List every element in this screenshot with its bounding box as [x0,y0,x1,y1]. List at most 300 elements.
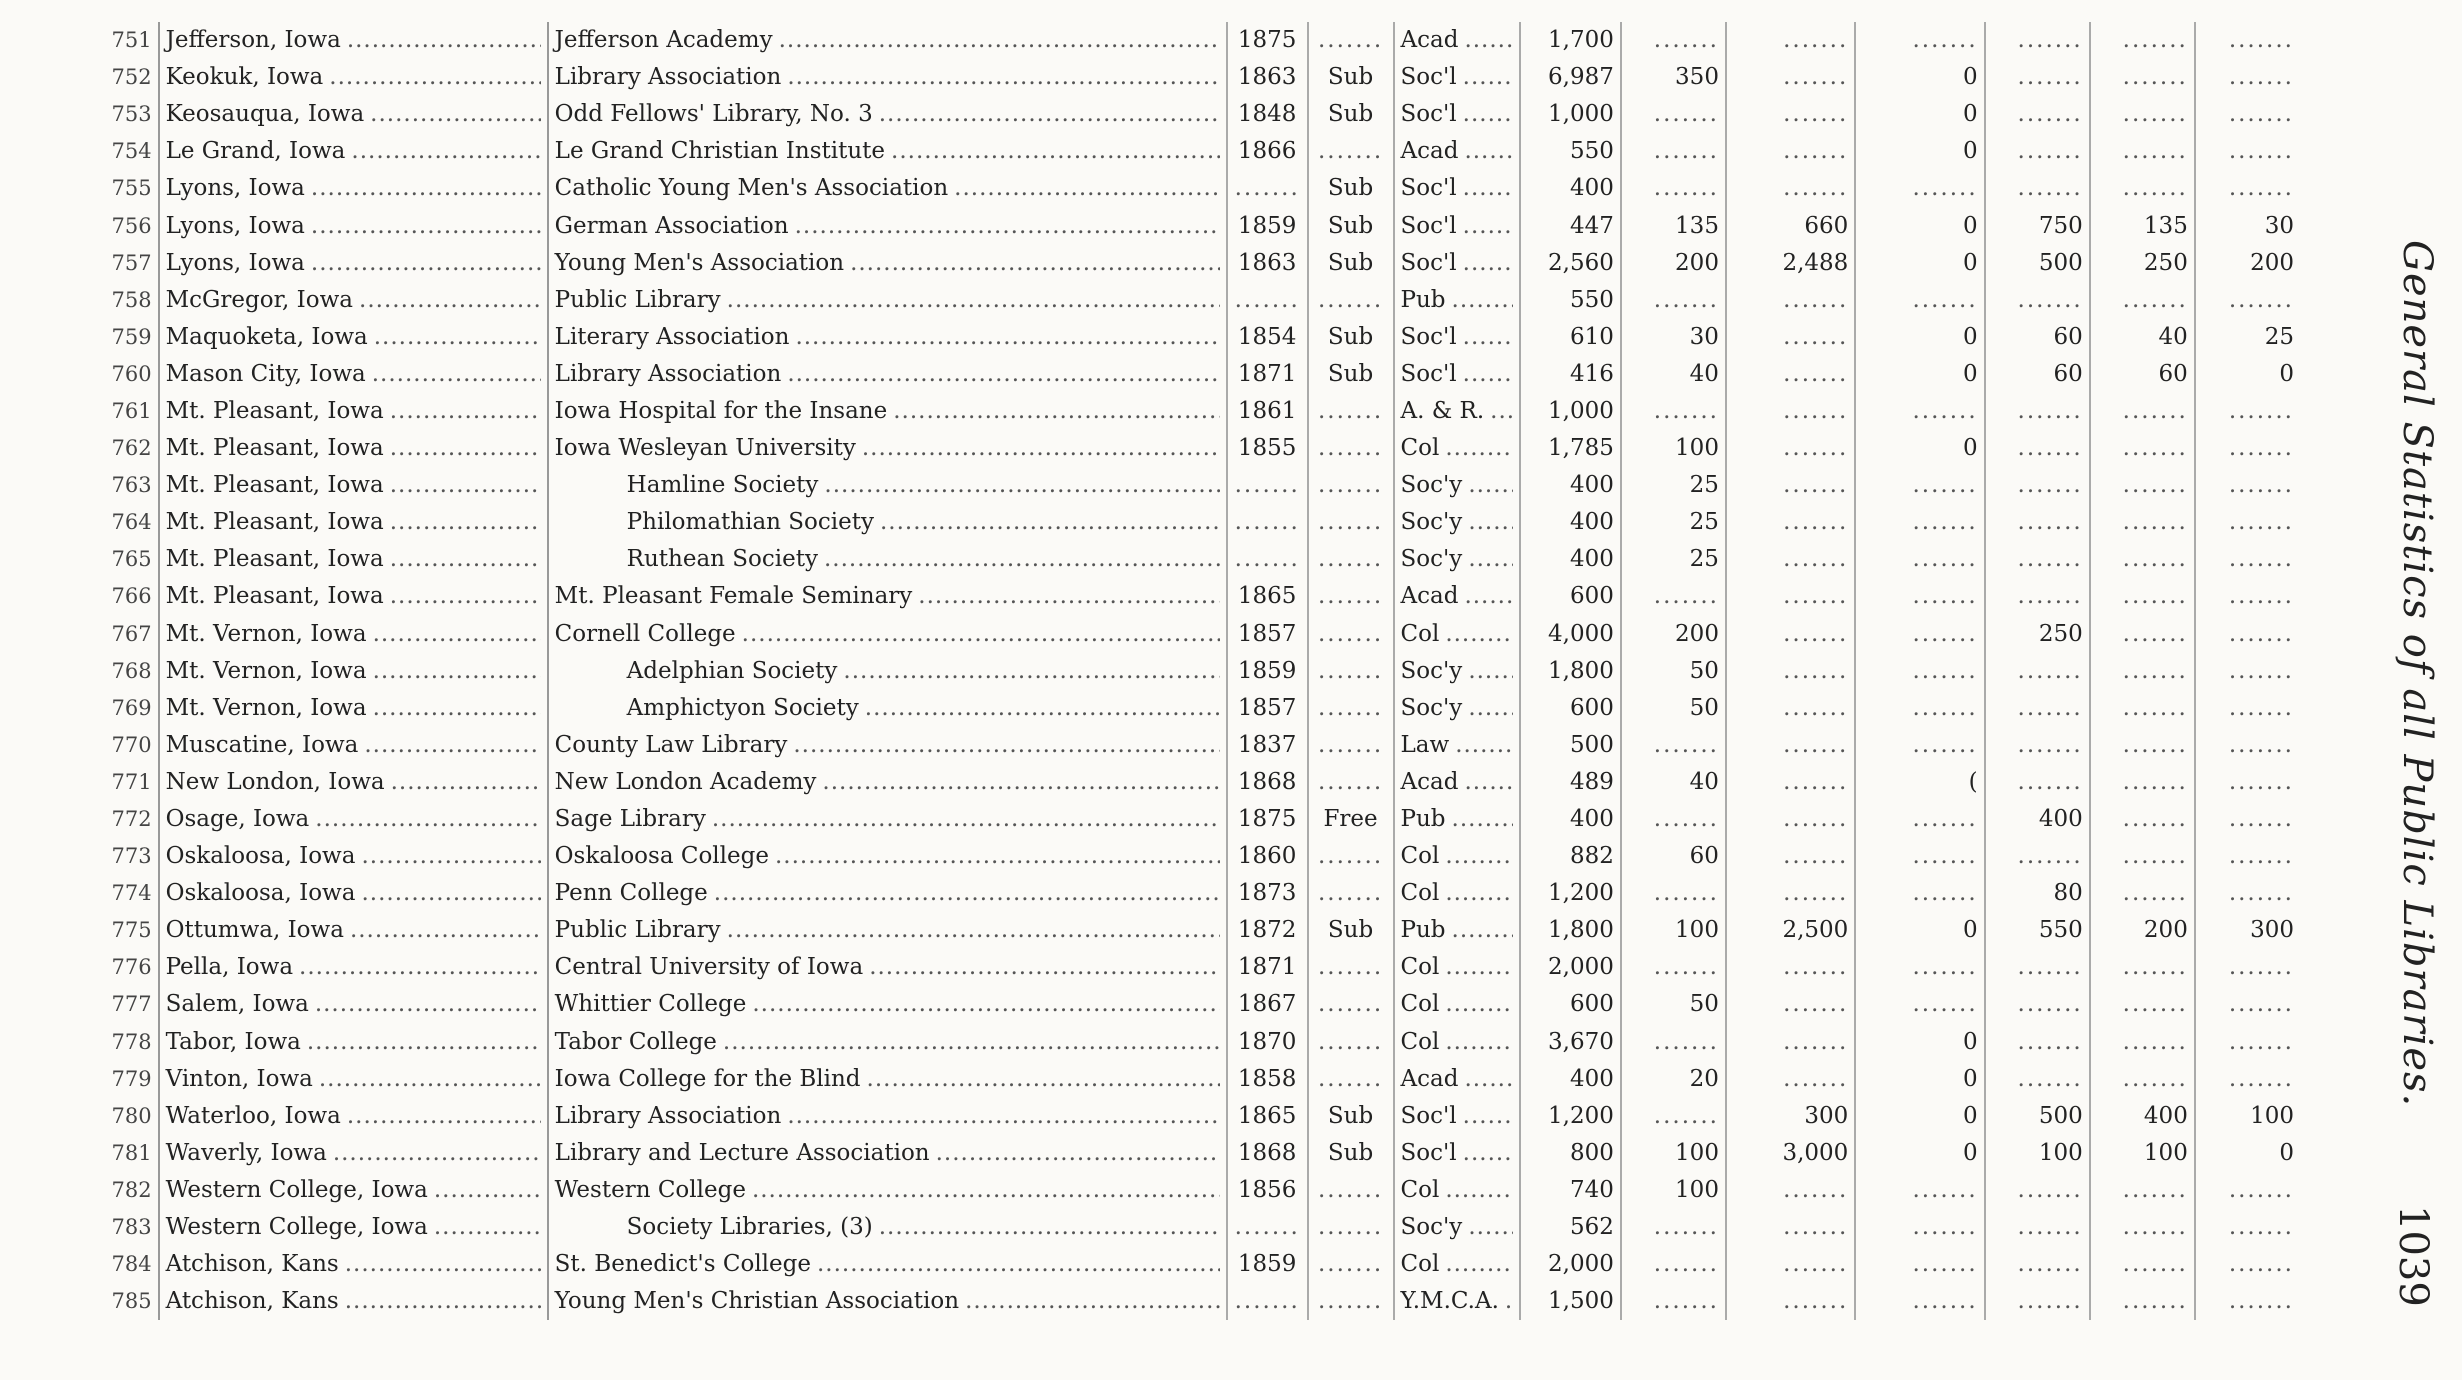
empty-cell-dashes: ....... [1317,1251,1384,1278]
library-name-cell [548,1246,1227,1283]
empty-cell-dashes: ....... [2122,546,2188,573]
value-col-1: 60 [1621,838,1726,875]
value-col-6: 0 [2195,1135,2300,1172]
value-col-1: 350 [1621,59,1726,96]
volumes: 550 [1520,282,1621,319]
empty-cell-dashes: ....... [1653,1288,1719,1315]
library-kind-cell [1394,1135,1520,1172]
empty-cell-dashes: ....... [1317,397,1384,424]
empty-cell-dashes: ....... [1317,620,1384,647]
volumes: 400 [1520,1061,1621,1098]
dot-leader [373,623,541,646]
support-type: Sub [1308,245,1394,282]
dot-leader [880,511,1220,534]
value-col-5 [2090,653,2195,690]
support-type [1308,504,1394,541]
library-name: German Association [554,212,789,239]
volumes: 1,000 [1520,96,1621,133]
value-col-1 [1621,96,1726,133]
dot-leader [793,734,1219,757]
library-kind-cell [1394,578,1520,615]
place-cell [159,578,548,615]
value-col-3: 0 [1855,59,1984,96]
place-name-wrap [165,694,541,721]
place-name-wrap [166,585,541,608]
library-kind: Soc'y [1400,509,1463,536]
library-name-cell [548,430,1227,467]
value-col-4 [1985,59,2090,96]
row-number: 785 [111,1289,152,1314]
year-founded: 1872 [1227,912,1308,949]
table-row [100,1061,2300,1098]
row-number: 781 [111,1140,152,1165]
value-col-4 [1985,690,2090,727]
library-kind: Acad [1400,768,1459,795]
year-founded: 1871 [1227,949,1308,986]
library-kind: Soc'y [1400,1214,1463,1241]
value-col-2 [1726,616,1855,653]
place-name: Jefferson, Iowa [165,27,341,54]
value-col-1: 200 [1621,245,1726,282]
library-name-cell [548,245,1227,282]
row-number: 774 [111,881,152,906]
empty-cell-dashes: ....... [1317,768,1384,795]
value-col-3: 0 [1855,356,1984,393]
value-col-6 [2195,393,2300,430]
library-name-cell [548,393,1227,430]
table-row [100,133,2300,170]
dot-leader [364,734,540,757]
library-kind: Soc'l [1400,101,1457,128]
library-name-wrap [554,397,1220,424]
library-kind-wrap [1400,1065,1513,1092]
empty-cell-dashes: ....... [2017,1176,2083,1203]
value-col-1: 30 [1621,319,1726,356]
table-row [100,690,2300,727]
library-name-cell [548,764,1227,801]
empty-cell-dashes: ....... [1783,991,1849,1018]
value-col-2 [1726,949,1855,986]
value-col-3 [1855,541,1984,578]
empty-cell-dashes: ....... [1653,101,1719,128]
support-type: Sub [1308,319,1394,356]
support-type [1308,1283,1394,1320]
volumes: 400 [1520,504,1621,541]
empty-cell-dashes: ....... [2228,768,2294,795]
empty-cell-dashes: ....... [2228,954,2294,981]
place-cell [159,282,548,319]
library-name-wrap [554,323,1220,350]
place-cell [159,616,548,653]
value-col-1 [1621,578,1726,615]
empty-cell-dashes: ....... [1912,1214,1978,1241]
empty-cell-dashes: ....... [1783,286,1849,313]
support-type [1308,1172,1394,1209]
library-name: Library Association [554,1102,782,1129]
support-type [1308,1209,1394,1246]
empty-cell-dashes: ....... [2122,583,2188,610]
value-col-4: 500 [1985,245,2090,282]
volumes: 500 [1520,727,1621,764]
library-name-cell [548,912,1227,949]
library-kind-cell [1394,838,1520,875]
table-row [100,22,2300,59]
empty-cell-dashes: ....... [2122,175,2188,202]
place-name: Atchison, Kans [165,1288,339,1315]
empty-cell-dashes: ....... [1653,954,1719,981]
place-name-wrap [165,286,541,313]
volumes: 562 [1520,1209,1621,1246]
support-type [1308,393,1394,430]
place-name-wrap [165,212,541,239]
year-founded: 1848 [1227,96,1308,133]
empty-cell-dashes: ....... [2228,509,2294,536]
year-founded [1227,170,1308,207]
empty-cell-dashes: ....... [1783,806,1849,833]
empty-cell-dashes: ....... [1783,360,1849,387]
empty-cell-dashes: ....... [2122,843,2188,870]
library-name-cell [548,1283,1227,1320]
dot-leader [315,808,540,831]
year-founded: 1873 [1227,875,1308,912]
dot-leader [727,289,1220,312]
value-col-6 [2195,467,2300,504]
empty-cell-dashes: ....... [2122,991,2188,1018]
volumes: 447 [1520,207,1621,244]
table-row [100,430,2300,467]
empty-cell-dashes: ....... [2017,1251,2083,1278]
volumes: 600 [1520,986,1621,1023]
value-col-3: 0 [1855,1024,1984,1061]
support-type: Sub [1308,59,1394,96]
dot-leader [1490,400,1513,423]
value-col-5 [2090,875,2195,912]
row-number: 763 [111,473,152,498]
value-col-3 [1855,1246,1984,1283]
dot-leader [361,882,540,905]
library-name-wrap [555,140,1220,163]
library-name: Le Grand Christian Institute [554,138,886,165]
dot-leader [347,29,541,52]
library-name-cell [548,22,1227,59]
value-col-4 [1985,133,2090,170]
library-name: Oskaloosa College [554,843,769,870]
value-col-2 [1726,1061,1855,1098]
empty-cell-dashes: ....... [1317,546,1384,573]
dot-leader [1463,215,1513,238]
year-founded [1227,541,1308,578]
value-col-2 [1726,986,1855,1023]
library-name-wrap [555,103,1220,126]
dot-leader [1505,1290,1513,1313]
dot-leader [1463,103,1513,126]
dot-leader [1463,363,1513,386]
library-name-wrap [554,1176,1220,1203]
value-col-3: 0 [1855,133,1984,170]
table-row [100,319,2300,356]
place-name: Waterloo, Iowa [165,1102,341,1129]
library-name-wrap [555,1216,1220,1239]
library-name-wrap [555,845,1220,868]
library-name-wrap [555,993,1220,1016]
library-kind-cell [1394,1209,1520,1246]
library-kind-cell [1394,22,1520,59]
place-name-wrap [166,919,541,942]
value-col-5 [2090,1209,2195,1246]
empty-cell-dashes: ....... [2122,1214,2188,1241]
dot-leader [1445,993,1513,1016]
value-col-6 [2195,541,2300,578]
dot-leader [1468,511,1513,534]
empty-cell-dashes: ....... [2228,694,2294,721]
value-col-5 [2090,96,2195,133]
place-name-wrap [165,1065,541,1092]
dot-leader [936,1142,1220,1165]
empty-cell-dashes: ....... [1317,583,1384,610]
place-name-wrap [165,1102,541,1129]
empty-cell-dashes: ....... [1653,583,1719,610]
library-kind: Acad [1400,138,1459,165]
dot-leader [1464,140,1512,163]
row-number: 769 [111,695,152,720]
library-kind-wrap [1401,919,1513,942]
value-col-6 [2195,653,2300,690]
empty-cell-dashes: ....... [1912,546,1978,573]
value-col-4 [1985,986,2090,1023]
place-cell [159,838,548,875]
place-name: Tabor, Iowa [165,1028,301,1055]
empty-cell-dashes: ....... [2017,138,2083,165]
value-col-6 [2195,1172,2300,1209]
dot-leader [345,1253,541,1276]
dot-leader [350,919,541,942]
library-kind-cell [1394,1172,1520,1209]
place-cell [159,1098,548,1135]
place-cell [159,504,548,541]
table-row [100,393,2300,430]
dot-leader [390,548,541,571]
library-kind-cell [1394,1061,1520,1098]
support-type: Sub [1308,1135,1394,1172]
place-name: Pella, Iowa [165,954,294,981]
dot-leader [1452,289,1513,312]
empty-cell-dashes: ....... [2017,731,2083,758]
library-kind: Col [1400,843,1440,870]
empty-cell-dashes: ....... [2017,286,2083,313]
library-kind: Col [1400,620,1440,647]
year-founded: 1867 [1227,986,1308,1023]
support-type [1308,653,1394,690]
empty-cell-dashes: ....... [1912,583,1978,610]
dot-leader [361,845,540,868]
dot-leader [795,326,1219,349]
empty-cell-dashes: ....... [1912,991,1978,1018]
empty-cell-dashes: ....... [2122,472,2188,499]
empty-cell-dashes: ....... [1653,27,1719,54]
library-name-wrap [555,808,1220,831]
support-type [1308,282,1394,319]
library-kind: Y.M.C.A. [1400,1288,1499,1315]
value-col-1: 40 [1621,356,1726,393]
value-col-2: 2,488 [1726,245,1855,282]
dot-leader [351,140,540,163]
empty-cell-dashes: ....... [1783,435,1849,462]
library-kind-wrap [1400,286,1513,313]
empty-cell-dashes: ....... [1653,1102,1719,1129]
value-col-6 [2195,1246,2300,1283]
library-kind-wrap [1400,1176,1513,1203]
year-founded: 1870 [1227,1024,1308,1061]
library-name-wrap [555,1253,1220,1276]
year-founded: 1875 [1227,801,1308,838]
dot-leader [1463,326,1513,349]
row-number: 772 [111,807,152,832]
volumes: 1,200 [1520,1098,1621,1135]
row-number: 762 [111,436,152,461]
place-name: Mt. Pleasant, Iowa [165,509,384,536]
empty-cell-dashes: ....... [2228,546,2294,573]
empty-cell-dashes: ....... [2017,101,2083,128]
library-name: Sage Library [554,806,706,833]
value-col-1: 25 [1621,504,1726,541]
empty-cell-dashes: ....... [1912,1288,1978,1315]
place-cell [159,133,548,170]
library-kind-wrap [1401,548,1513,571]
value-col-4 [1985,541,2090,578]
place-name-wrap [165,323,541,350]
library-kind-wrap [1401,882,1513,905]
value-col-5 [2090,467,2195,504]
empty-cell-dashes: ....... [1783,64,1849,91]
library-kind-wrap [1401,140,1513,163]
value-col-3 [1855,986,1984,1023]
value-col-6 [2195,133,2300,170]
library-kind: A. & R. [1400,397,1485,424]
value-col-1: 50 [1621,986,1726,1023]
empty-cell-dashes: ....... [1783,27,1849,54]
library-name-cell [548,207,1227,244]
library-name: Iowa College for the Blind [554,1065,861,1092]
year-founded: 1861 [1227,393,1308,430]
value-col-6 [2195,96,2300,133]
library-kind-wrap [1400,249,1513,276]
support-type: Sub [1308,207,1394,244]
value-col-4 [1985,578,2090,615]
empty-cell-dashes: ....... [2017,843,2083,870]
empty-cell-dashes: ....... [1653,397,1719,424]
dot-leader [390,437,541,460]
library-kind-wrap [1400,620,1513,647]
place-name: Mt. Vernon, Iowa [165,620,367,647]
place-name-wrap [166,993,541,1016]
library-name-cell [548,96,1227,133]
value-col-4 [1985,1246,2090,1283]
library-kind-wrap [1401,1216,1513,1239]
library-kind-cell [1394,1024,1520,1061]
empty-cell-dashes: ....... [1783,138,1849,165]
table-row [100,467,2300,504]
dot-leader [1455,734,1513,757]
table-body [100,22,2300,1320]
library-name: Catholic Young Men's Association [554,175,949,202]
value-col-4 [1985,949,2090,986]
empty-cell-dashes: ....... [1783,694,1849,721]
empty-cell-dashes: ....... [1317,731,1384,758]
library-name-wrap [554,360,1220,387]
dot-leader [373,660,541,683]
empty-cell-dashes: ....... [1783,175,1849,202]
dot-leader [918,585,1219,608]
volumes: 2,000 [1520,949,1621,986]
value-col-2: 300 [1726,1098,1855,1135]
empty-cell-dashes: ....... [2228,175,2294,202]
library-kind-cell [1394,949,1520,986]
dot-leader [1445,1031,1513,1054]
value-col-1: 50 [1621,653,1726,690]
value-col-1 [1621,1209,1726,1246]
place-name-wrap [166,808,541,831]
place-name-wrap [165,1028,541,1055]
place-name-wrap [165,397,541,424]
place-name-wrap [166,511,541,534]
value-col-1 [1621,393,1726,430]
empty-cell-dashes: ....... [1317,27,1384,54]
value-col-3: 0 [1855,96,1984,133]
place-cell [159,541,548,578]
value-col-6: 300 [2195,912,2300,949]
value-col-6 [2195,949,2300,986]
dot-leader [1452,808,1513,831]
dot-leader [843,660,1219,683]
table-row [100,282,2300,319]
value-col-3 [1855,578,1984,615]
value-col-2 [1726,1024,1855,1061]
dot-leader [1445,845,1513,868]
volumes: 489 [1520,764,1621,801]
empty-cell-dashes: ....... [2122,1176,2188,1203]
value-col-5 [2090,1024,2195,1061]
row-number: 754 [111,139,152,164]
year-founded: 1856 [1227,1172,1308,1209]
dot-leader [787,66,1219,89]
empty-cell-dashes: ....... [1653,138,1719,165]
place-cell [159,319,548,356]
library-kind-cell [1394,1283,1520,1320]
empty-cell-dashes: ....... [1653,1251,1719,1278]
library-kind-wrap [1400,212,1513,239]
dot-leader [1445,1179,1513,1202]
support-type: Sub [1308,356,1394,393]
row-number: 768 [111,658,152,683]
empty-cell-dashes: ....... [2228,1288,2294,1315]
empty-cell-dashes: ....... [1317,472,1384,499]
support-type [1308,875,1394,912]
library-kind-cell [1394,541,1520,578]
empty-cell-dashes: ....... [1912,1251,1978,1278]
empty-cell-dashes: ....... [2228,1065,2294,1092]
dot-leader [434,1179,541,1202]
table-row [100,541,2300,578]
value-col-4 [1985,764,2090,801]
support-type [1308,986,1394,1023]
place-name-wrap [166,140,541,163]
library-kind-wrap [1401,1253,1513,1276]
dot-leader [374,326,541,349]
library-statistics-table [100,22,2300,1320]
library-kind-wrap [1400,1139,1513,1166]
library-name-wrap [554,620,1220,647]
library-kind-wrap [1400,694,1513,721]
